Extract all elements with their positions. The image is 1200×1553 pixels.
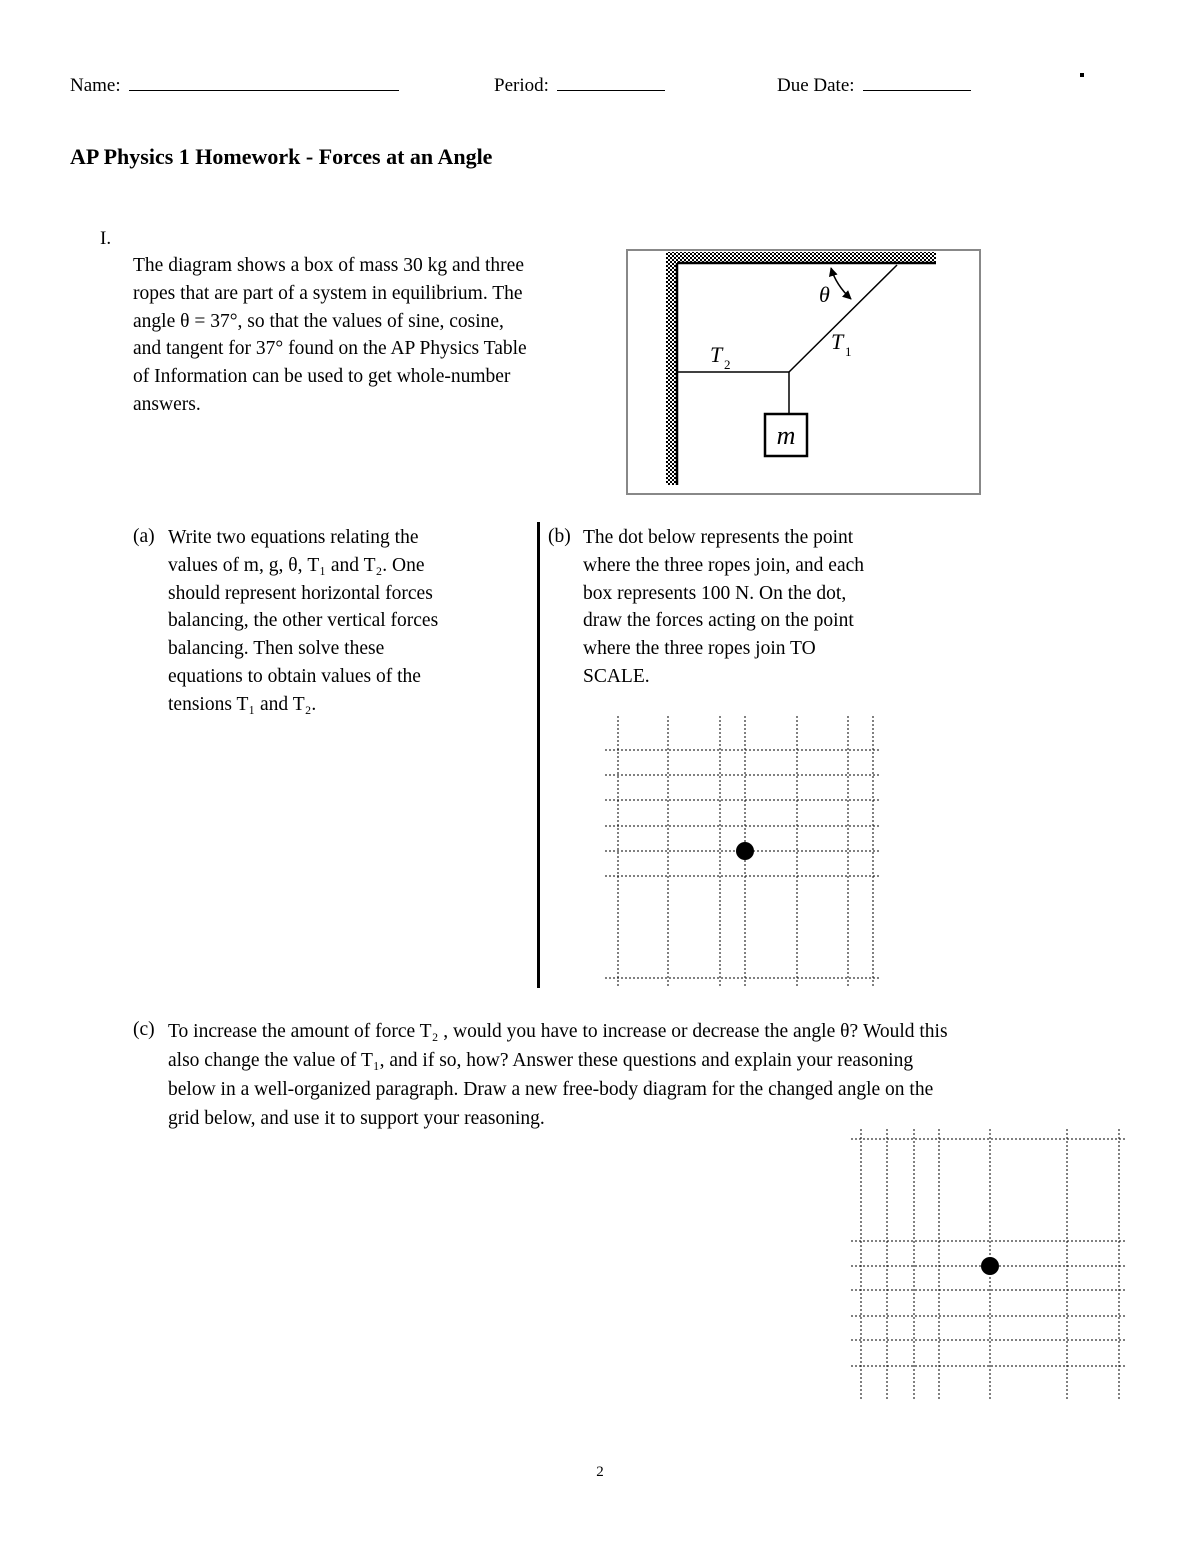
due-date-blank[interactable] bbox=[863, 74, 971, 91]
part-a-line: should represent horizontal forces bbox=[168, 582, 433, 604]
part-c-text bbox=[168, 1017, 1158, 1133]
intro-line: of Information can be used to get whole-number bbox=[133, 366, 511, 388]
force-grid-c[interactable] bbox=[851, 1129, 1131, 1399]
part-b-line: where the three ropes join TO bbox=[583, 638, 816, 660]
name-field[interactable] bbox=[70, 74, 399, 97]
t2-subscript: 2 bbox=[724, 357, 731, 372]
rope-t1 bbox=[789, 265, 897, 372]
intro-line: The diagram shows a box of mass 30 kg and three bbox=[133, 255, 524, 276]
part-a-line: balancing, the other vertical forces bbox=[168, 610, 439, 632]
t1-subscript: 1 bbox=[845, 344, 852, 359]
part-a-line: values of m, g, θ, T₁ and T₂. One bbox=[168, 554, 425, 576]
part-a-text bbox=[168, 524, 528, 719]
intro-line: answers. bbox=[133, 393, 201, 415]
part-b-line: where the three ropes join, and each bbox=[583, 554, 864, 576]
intro-line: angle θ = 37°, so that the values of sine, cosine, bbox=[133, 310, 504, 332]
period-label: Period: bbox=[494, 75, 549, 96]
angle-arc bbox=[831, 268, 851, 299]
t2-label: T bbox=[710, 342, 723, 367]
junction-dot bbox=[736, 842, 754, 860]
name-blank[interactable] bbox=[129, 74, 399, 91]
corner-mark bbox=[1080, 73, 1084, 77]
part-b-line: The dot below represents the point bbox=[583, 527, 854, 548]
intro-line: and tangent for 37° found on the AP Physics Table bbox=[133, 338, 527, 360]
part-c-line: To increase the amount of force T₂ , would you have to increase or decrease the angle θ? Would this bbox=[168, 1021, 948, 1042]
t1-label: T bbox=[831, 329, 844, 354]
name-label: Name: bbox=[70, 75, 121, 96]
part-b-label: (b) bbox=[548, 526, 571, 547]
intro-paragraph bbox=[133, 252, 623, 419]
column-divider bbox=[537, 522, 540, 988]
intro-line: ropes that are part of a system in equilibrium. The bbox=[133, 282, 523, 304]
due-date-label: Due Date: bbox=[777, 75, 855, 96]
part-a-line: equations to obtain values of the bbox=[168, 665, 421, 687]
part-b-text bbox=[583, 524, 943, 691]
period-field[interactable] bbox=[494, 74, 665, 97]
problem-numeral: I. bbox=[100, 228, 112, 249]
part-b-line: draw the forces acting on the point bbox=[583, 610, 854, 632]
page-title: AP Physics 1 Homework - Forces at an Angle bbox=[70, 144, 493, 169]
force-grid-b[interactable] bbox=[605, 716, 885, 986]
part-a-line: balancing. Then solve these bbox=[168, 638, 385, 660]
part-b-line: SCALE. bbox=[583, 665, 650, 687]
theta-label: θ bbox=[819, 282, 830, 307]
period-blank[interactable] bbox=[557, 74, 665, 91]
part-a-label: (a) bbox=[133, 526, 155, 547]
mass-label: m bbox=[776, 421, 796, 450]
due-date-field[interactable] bbox=[777, 74, 971, 97]
part-a-line: Write two equations relating the bbox=[168, 527, 419, 548]
page-number: 2 bbox=[596, 1464, 604, 1480]
equilibrium-diagram bbox=[626, 249, 981, 495]
wall bbox=[666, 252, 677, 485]
part-c-label: (c) bbox=[133, 1019, 155, 1040]
part-c-line: grid below, and use it to support your reasoning. bbox=[168, 1108, 545, 1129]
junction-dot-c bbox=[981, 1257, 999, 1275]
part-b-line: box represents 100 N. On the dot, bbox=[583, 582, 847, 604]
ceiling bbox=[666, 252, 936, 263]
part-a-line: tensions T₁ and T₂. bbox=[168, 693, 317, 715]
part-c-line: also change the value of T₁, and if so, how? Answer these questions and explain your reasoning bbox=[168, 1050, 914, 1071]
part-c-line: below in a well-organized paragraph. Draw a new free-body diagram for the changed angle on the bbox=[168, 1079, 934, 1100]
